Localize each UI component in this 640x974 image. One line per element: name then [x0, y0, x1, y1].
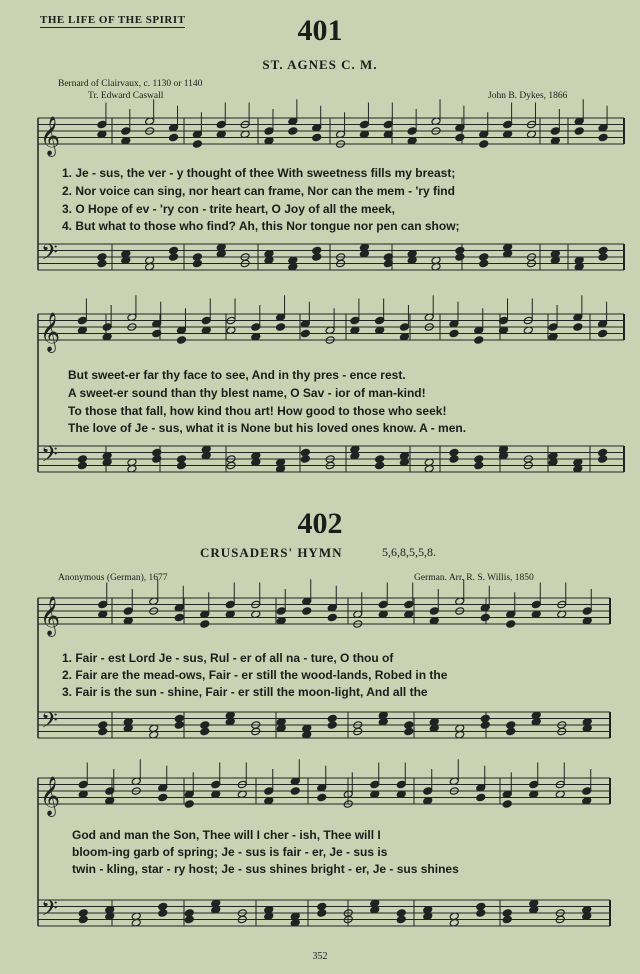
h401-s1-treble-note: [598, 133, 608, 142]
h402-s1-treble-clef-icon: 𝄞: [40, 596, 61, 636]
h402-s1-bass-note: [200, 727, 210, 736]
h402-s1-treble-note: [225, 600, 235, 609]
h401-s1-treble-note: [121, 127, 131, 136]
h401-s1-bass-note: [312, 253, 322, 262]
h402-s2-treble-note: [158, 793, 168, 802]
hymn-402-composer: German. Arr. R. S. Willis, 1850: [414, 573, 534, 583]
hymn-401-verse-2: 2. Nor voice can sing, nor heart can frame, Nor can the mem - 'ry find: [62, 184, 455, 198]
h401-s1-treble-note: [407, 127, 417, 136]
h402-s1-treble-note: [480, 613, 490, 622]
hymn-401-translator: Tr. Edward Caswall: [88, 91, 164, 101]
h401-s1-treble-note: [312, 133, 322, 142]
h402-s2-treble-note: [502, 800, 512, 809]
h401-s2-bass-note: [449, 455, 459, 464]
h402-s1-treble-note: [531, 600, 541, 609]
h402-s2-treble-note: [211, 780, 221, 789]
h401-s1-bass-note: [479, 259, 489, 268]
hymn-402-tune: CRUSADERS' HYMN: [200, 545, 343, 560]
h401-s2-treble-note: [177, 336, 187, 345]
h402-s2-treble-note: [264, 787, 274, 796]
hymn-401-verse-1-cont: But sweet-er far thy face to see, And in thy pres - ence rest.: [68, 368, 406, 382]
hymn-402-verse-3: 3. Fair is the sun - shine, Fair - er still the moon-light, And all the: [62, 685, 428, 699]
running-head: THE LIFE OF THE SPIRIT: [40, 14, 186, 26]
h401-s1-treble-note: [288, 127, 298, 136]
h401-s1-bass-note: [97, 259, 107, 268]
h402-s2-bass-clef-icon: 𝄢: [41, 896, 58, 927]
h401-s2-bass-note: [177, 461, 187, 470]
h402-s2-treble-note: [476, 793, 486, 802]
hymn-401-verse-2-cont: A sweet-er sound than thy blest name, O Sav - ior of man-kind!: [68, 386, 426, 400]
h402-s1-treble-note: [582, 607, 592, 616]
h402-s2-treble-note: [317, 793, 327, 802]
h401-s1-treble-note: [503, 120, 513, 129]
h401-s2-treble-note: [201, 316, 211, 325]
h402-s2-treble-note: [396, 780, 406, 789]
hymn-401-verse-4-cont: The love of Je - sus, what it is None but his loved ones know. A - men.: [68, 421, 467, 435]
hymn-402-author: Anonymous (German), 1677: [58, 573, 168, 583]
h402-s2-treble-clef-icon: 𝄞: [40, 776, 61, 816]
h401-s1-treble-note: [359, 120, 369, 129]
h402-s1-treble-note: [123, 607, 133, 616]
hymn-402-meter: 5,6,8,5,5,8.: [382, 545, 436, 559]
hymn-402-number: 402: [297, 507, 343, 540]
h402-s1-bass-note: [98, 727, 108, 736]
h401-s2-bass-note: [375, 461, 385, 470]
h401-s1-bass-note: [598, 253, 608, 262]
h401-s2-treble-note: [573, 323, 583, 332]
h402-s2-treble-note: [582, 787, 592, 796]
h402-s2-bass-note: [396, 915, 406, 924]
h402-s1-treble-note: [506, 620, 516, 629]
h401-s2-treble-note: [300, 329, 310, 338]
h401-s2-treble-note: [474, 336, 484, 345]
h401-s2-treble-note: [276, 323, 286, 332]
h401-s1-treble-note: [574, 127, 584, 136]
h401-s2-treble-note: [449, 329, 459, 338]
h402-s1-bass-note: [506, 727, 516, 736]
h402-s1-bass-clef-icon: 𝄢: [41, 708, 58, 739]
hymn-401-verse-1: 1. Je - sus, the ver - y thought of thee With sweetness fills my breast;: [62, 166, 456, 180]
hymn-402-verse-1: 1. Fair - est Lord Je - sus, Rul - er of all na - ture, O thou of: [62, 651, 394, 665]
h402-s1-bass-note: [174, 721, 184, 730]
hymn-401-verse-3: 3. O Hope of ev - 'ry con - trite heart, O Joy of all the meek,: [62, 202, 395, 216]
h402-s2-bass-note: [158, 909, 168, 918]
h401-s2-bass-note: [598, 455, 608, 464]
h402-s1-bass-note: [480, 721, 490, 730]
hymn-401-author: Bernard of Clairvaux, c. 1130 or 1140: [58, 79, 203, 89]
h402-s2-treble-note: [78, 780, 88, 789]
h402-s2-bass-note: [184, 915, 194, 924]
h402-s2-bass-note: [476, 909, 486, 918]
h402-s1-bass-note: [327, 721, 337, 730]
hymn-401-tune: ST. AGNES C. M.: [262, 57, 378, 72]
h402-s2-treble-note: [184, 800, 194, 809]
h401-s2-treble-note: [350, 316, 360, 325]
h401-s2-bass-note: [300, 455, 310, 464]
hymn-401-number: 401: [297, 14, 343, 47]
hymn-402-verse-3-cont: twin - kling, star - ry host; Je - sus shines bright - er, Je - sus shines: [72, 862, 459, 876]
h401-s1-treble-note: [216, 120, 226, 129]
h401-s1-bass-clef-icon: 𝄢: [41, 240, 58, 271]
h402-s1-bass-note: [404, 727, 414, 736]
h401-s1-bass-note: [455, 253, 465, 262]
h401-s2-bass-clef-icon: 𝄢: [41, 442, 58, 473]
h401-s1-treble-clef-icon: 𝄞: [40, 116, 61, 156]
h402-s1-treble-note: [174, 613, 184, 622]
h401-s2-treble-note: [77, 316, 87, 325]
h402-s1-treble-note: [327, 613, 337, 622]
h401-s2-treble-note: [598, 329, 608, 338]
h401-s1-treble-note: [169, 133, 179, 142]
h402-s1-treble-note: [404, 600, 414, 609]
h402-s1-treble-note: [98, 600, 108, 609]
h401-s1-treble-note: [455, 133, 465, 142]
hymn-401-verse-3-cont: To those that fall, how kind thou art! How good to those who seek!: [68, 404, 447, 418]
h402-s1-treble-note: [302, 607, 312, 616]
h402-s2-treble-note: [290, 787, 300, 796]
h401-s1-bass-note: [169, 253, 179, 262]
h401-s2-bass-note: [474, 461, 484, 470]
h402-s2-bass-note: [317, 909, 327, 918]
h401-s1-treble-note: [192, 140, 202, 149]
h401-s2-treble-note: [399, 323, 409, 332]
hymn-401-verse-4: 4. But what to those who find? Ah, this Nor tongue nor pen can show;: [62, 219, 460, 233]
h401-s1-treble-note: [97, 120, 107, 129]
page-number: 352: [312, 951, 328, 962]
h401-s2-treble-note: [375, 316, 385, 325]
h401-s2-treble-note: [548, 323, 558, 332]
h402-s2-treble-note: [370, 780, 380, 789]
h402-s2-treble-note: [529, 780, 539, 789]
hymn-402-verse-2-cont: bloom-ing garb of spring; Je - sus is fair - er, Je - sus is: [72, 845, 388, 859]
h402-s2-treble-note: [423, 787, 433, 796]
h401-s2-treble-note: [102, 323, 112, 332]
hymn-402-verse-1-cont: God and man the Son, Thee will I cher - ish, Thee will I: [72, 828, 381, 842]
h401-s1-treble-note: [550, 127, 560, 136]
h402-s1-treble-note: [429, 607, 439, 616]
h402-s2-treble-note: [105, 787, 115, 796]
h402-s2-bass-note: [502, 915, 512, 924]
hymn-402-verse-2: 2. Fair are the mead-ows, Fair - er still the wood-lands, Robed in the: [62, 668, 448, 682]
h401-s1-bass-note: [192, 259, 202, 268]
h401-s2-treble-note: [251, 323, 261, 332]
h402-s1-treble-note: [276, 607, 286, 616]
hymn-401-composer: John B. Dykes, 1866: [488, 91, 568, 101]
h402-s1-treble-note: [378, 600, 388, 609]
h401-s2-bass-note: [77, 461, 87, 470]
h401-s1-treble-note: [479, 140, 489, 149]
h402-s2-bass-note: [78, 915, 88, 924]
h401-s2-treble-clef-icon: 𝄞: [40, 312, 61, 352]
h402-s1-treble-note: [200, 620, 210, 629]
h401-s1-treble-note: [264, 127, 274, 136]
